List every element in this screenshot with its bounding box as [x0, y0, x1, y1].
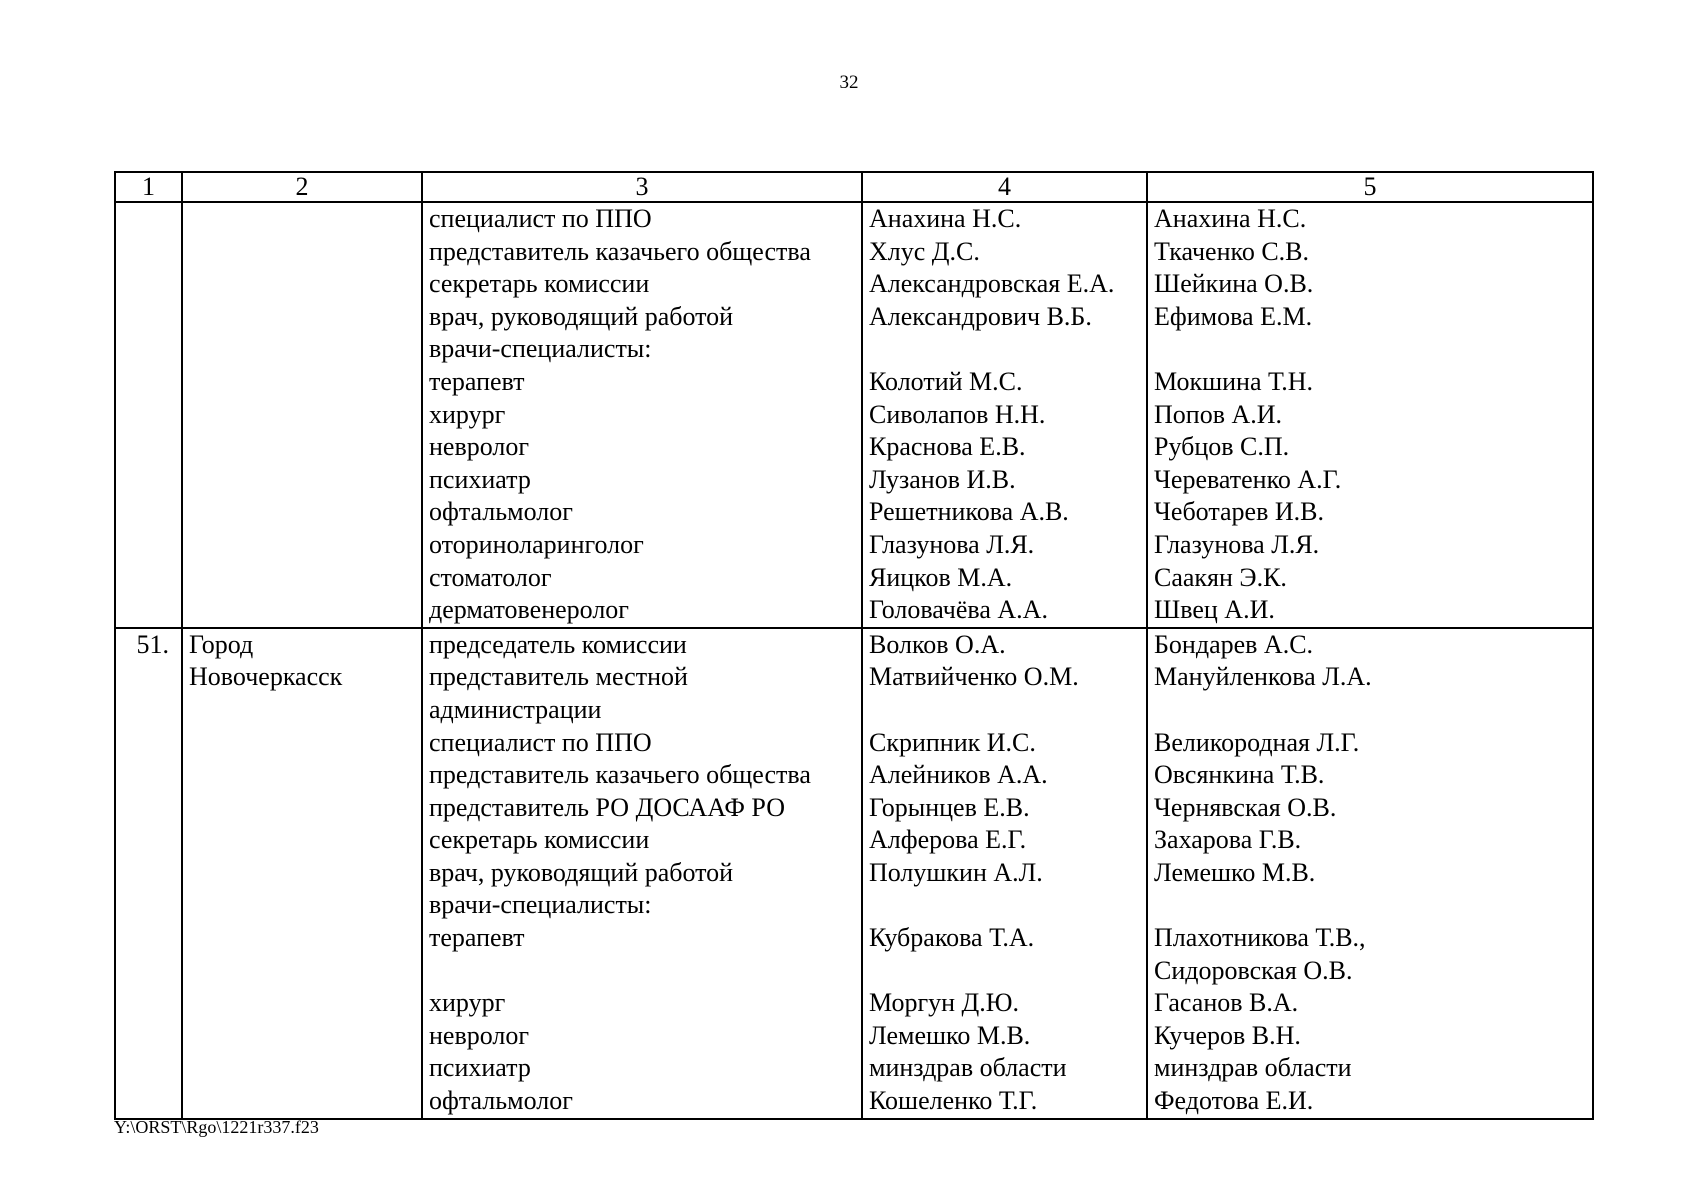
reserve-member-line	[1154, 889, 1586, 922]
main-member-line: Матвийченко О.М.	[869, 662, 1079, 692]
role-line: терапевт	[429, 923, 525, 953]
header-cell-1: 1	[115, 172, 182, 202]
role-line: врачи-специалисты:	[429, 334, 652, 364]
reserve-member-cell	[1147, 628, 1593, 1119]
file-path-footer: Y:\ORST\Rgo\1221r337.f23	[114, 1117, 319, 1137]
role-line: офтальмолог	[429, 497, 573, 527]
role-line: хирург	[429, 988, 506, 1018]
reserve-member-line: Гасанов В.А.	[1154, 988, 1299, 1018]
reserve-member-line: Череватенко А.Г.	[1154, 464, 1342, 494]
main-member-line: Полушкин А.Л.	[869, 857, 1043, 887]
role-line: представитель РО ДОСААФ РО	[429, 792, 785, 822]
main-member-line: Горынцев Е.В.	[869, 792, 1030, 822]
reserve-member-line: Мануйленкова Л.А.	[1154, 662, 1372, 692]
main-member-line	[869, 333, 1140, 366]
role-line: психиатр	[429, 1053, 531, 1083]
role-line: специалист по ППО	[429, 727, 652, 757]
reserve-member-line: Великородная Л.Г.	[1154, 727, 1360, 757]
main-member-line: Сиволапов Н.Н.	[869, 399, 1046, 429]
header-cell-5: 5	[1147, 172, 1593, 202]
main-member-line: Алферова Е.Г.	[869, 825, 1027, 855]
reserve-member-line: Бондарев А.С.	[1154, 629, 1314, 659]
main-member-line	[869, 694, 1140, 727]
role-line: представитель казачьего общества	[429, 236, 811, 266]
reserve-member-line: Сидоровская О.В.	[1154, 955, 1353, 985]
municipality-line: Город	[189, 629, 254, 659]
role-cell	[422, 202, 862, 628]
main-member-line: Колотий М.С.	[869, 366, 1023, 396]
main-member-line: Головачёва А.А.	[869, 595, 1048, 625]
reserve-member-line: Глазунова Л.Я.	[1154, 529, 1320, 559]
role-line: офтальмолог	[429, 1086, 573, 1116]
role-line: представитель казачьего общества	[429, 760, 811, 790]
main-member-line: Хлус Д.С.	[869, 236, 980, 266]
reserve-member-line: Чеботарев И.В.	[1154, 497, 1324, 527]
table-row	[115, 628, 1593, 1119]
role-line: врач, руководящий работой	[429, 857, 734, 887]
main-member-line: Александровская Е.А.	[869, 269, 1115, 299]
reserve-member-line: Плахотникова Т.В.,	[1154, 923, 1366, 953]
reserve-member-line: Саакян Э.К.	[1154, 562, 1287, 592]
main-member-cell	[862, 202, 1147, 628]
reserve-member-line: Ткаченко С.В.	[1154, 236, 1309, 266]
row-number-cell: 51.	[115, 628, 182, 1119]
reserve-member-line: Чернявская О.В.	[1154, 792, 1337, 822]
role-cell	[422, 628, 862, 1119]
role-line: оториноларинголог	[429, 529, 644, 559]
reserve-member-line: Попов А.И.	[1154, 399, 1283, 429]
main-member-line	[869, 889, 1140, 922]
municipality-line: Новочеркасск	[189, 662, 343, 692]
role-line: администрации	[429, 694, 602, 724]
reserve-member-line: Мокшина Т.Н.	[1154, 366, 1314, 396]
main-member-line: Лузанов И.В.	[869, 464, 1016, 494]
role-line: врачи-специалисты:	[429, 890, 652, 920]
main-member-line	[869, 955, 1140, 988]
main-member-line: Моргун Д.Ю.	[869, 988, 1020, 1018]
main-member-line: Скрипник И.С.	[869, 727, 1036, 757]
reserve-member-line: Федотова Е.И.	[1154, 1086, 1314, 1116]
reserve-member-line: Ефимова Е.М.	[1154, 301, 1313, 331]
row-number-cell	[115, 202, 182, 628]
reserve-member-line: Рубцов С.П.	[1154, 432, 1290, 462]
main-member-line: Лемешко М.В.	[869, 1020, 1031, 1050]
role-line: секретарь комиссии	[429, 269, 650, 299]
reserve-member-cell	[1147, 202, 1593, 628]
main-member-line: Анахина Н.С.	[869, 204, 1022, 233]
role-line: невролог	[429, 432, 530, 462]
reserve-member-line: Захарова Г.В.	[1154, 825, 1302, 855]
role-line: невролог	[429, 1020, 530, 1050]
reserve-member-line	[1154, 694, 1586, 727]
table-body	[115, 202, 1593, 1119]
main-member-line: Решетникова А.В.	[869, 497, 1069, 527]
main-member-line: Яицков М.А.	[869, 562, 1013, 592]
header-cell-3: 3	[422, 172, 862, 202]
commission-table-wrap	[114, 171, 1594, 1120]
municipality-cell	[182, 202, 422, 628]
role-line: терапевт	[429, 366, 525, 396]
role-line: стоматолог	[429, 562, 552, 592]
main-member-line: Волков О.А.	[869, 629, 1006, 659]
main-member-line: Алейников А.А.	[869, 760, 1048, 790]
main-member-line: Кубракова Т.А.	[869, 923, 1035, 953]
reserve-member-line: Овсянкина Т.В.	[1154, 760, 1325, 790]
reserve-member-line: минздрав области	[1154, 1053, 1352, 1083]
role-line: председатель комиссии	[429, 629, 687, 659]
role-line: специалист по ППО	[429, 204, 652, 233]
role-line: секретарь комиссии	[429, 825, 650, 855]
reserve-member-line: Кучеров В.Н.	[1154, 1020, 1301, 1050]
main-member-line: Краснова Е.В.	[869, 432, 1026, 462]
municipality-cell	[182, 628, 422, 1119]
reserve-member-line: Лемешко М.В.	[1154, 857, 1316, 887]
page-number: 32	[839, 72, 859, 93]
main-member-cell	[862, 628, 1147, 1119]
commission-table	[114, 171, 1594, 1120]
reserve-member-line: Анахина Н.С.	[1154, 204, 1307, 233]
reserve-member-line: Швец А.И.	[1154, 595, 1275, 625]
header-row	[115, 172, 1593, 202]
main-member-line: Александрович В.Б.	[869, 301, 1092, 331]
header-cell-4: 4	[862, 172, 1147, 202]
role-line: хирург	[429, 399, 506, 429]
role-line: психиатр	[429, 464, 531, 494]
role-line: дерматовенеролог	[429, 595, 629, 625]
role-line: врач, руководящий работой	[429, 301, 734, 331]
header-cell-2: 2	[182, 172, 422, 202]
reserve-member-line	[1154, 333, 1586, 366]
main-member-line: минздрав области	[869, 1053, 1067, 1083]
role-line	[429, 955, 855, 988]
table-row	[115, 202, 1593, 628]
main-member-line: Кошеленко Т.Г.	[869, 1086, 1038, 1116]
main-member-line: Глазунова Л.Я.	[869, 529, 1035, 559]
reserve-member-line: Шейкина О.В.	[1154, 269, 1314, 299]
role-line: представитель местной	[429, 662, 688, 692]
